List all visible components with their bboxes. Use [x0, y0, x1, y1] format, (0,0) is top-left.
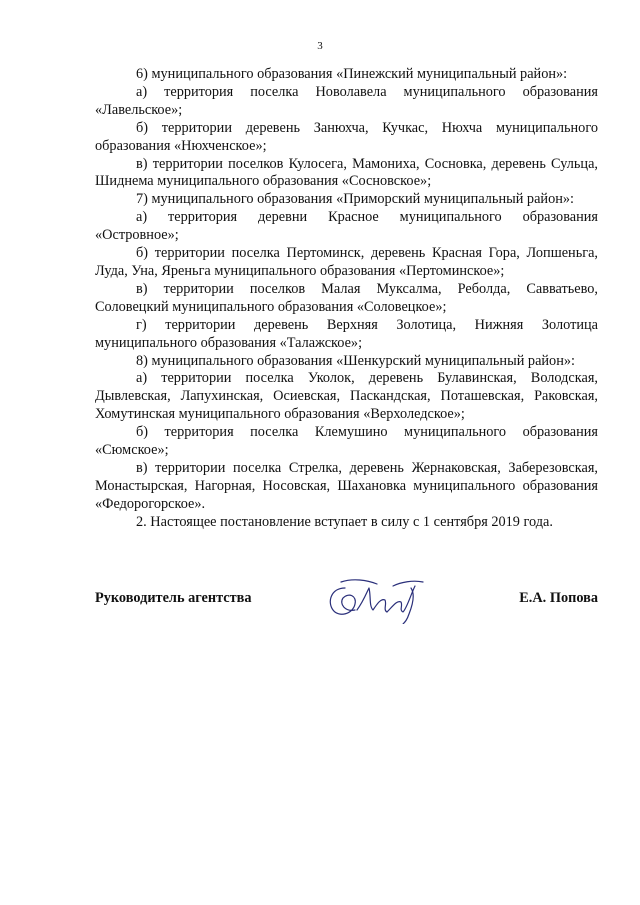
paragraph: г) территории деревень Верхняя Золотица, Нижняя Золотица муниципального образования «Талажское»;: [95, 316, 598, 351]
handwritten-signature: [323, 574, 433, 624]
paragraph: 2. Настоящее постановление вступает в силу с 1 сентября 2019 года.: [136, 513, 553, 530]
paragraph: 8) муниципального образования «Шенкурский муниципальный район»:: [136, 352, 575, 369]
paragraph: б) территории поселка Пертоминск, деревень Красная Гора, Лопшеньга, Луда, Уна, Яреньга муниципального образования «Пертоминское»;: [95, 245, 598, 279]
paragraph: в) территории поселка Стрелка, деревень Жернаковская, Заберезовская, Монастырская, Нагорная, Носовская, Шахановка муниципального образования «Федорогорское».: [95, 459, 598, 512]
signatory-position: Руководитель агентства: [95, 590, 252, 606]
paragraph: б) территории деревень Занюхча, Кучкас, Нюхча муниципального образования «Нюхченское»;: [95, 119, 598, 154]
page-number: 3: [317, 40, 323, 52]
paragraph: а) территория поселка Новолавела муниципального образования «Лавельское»;: [95, 83, 598, 118]
paragraph: 7) муниципального образования «Приморский муниципальный район»:: [136, 191, 574, 208]
paragraph: б) территория поселка Клемушино муниципального образования «Сюмское»;: [95, 424, 598, 459]
paragraph: в) территории поселков Кулосега, Мамониха, Сосновка, деревень Сульца, Шиднема муниципального образования «Сосновское»;: [95, 155, 598, 190]
document-body: [95, 66, 598, 532]
paragraph: 6) муниципального образования «Пинежский муниципальный район»:: [136, 66, 568, 82]
signature-block: [95, 574, 598, 624]
paragraph: а) территории поселка Уколок, деревень Булавинская, Володская, Дывлевская, Лапухинская, Осиевская, Паскандская, Поташевская, Раковская, Хомутинская муниципального образования «Верхоледское»;: [95, 370, 598, 423]
paragraph: а) территория деревни Красное муниципального образования «Островное»;: [95, 209, 598, 244]
signatory-name: Е.А. Попова: [519, 590, 598, 606]
paragraph: в) территории поселков Малая Муксалма, Реболда, Савватьево, Соловецкий муниципального образования «Соловецкое»;: [95, 280, 598, 315]
